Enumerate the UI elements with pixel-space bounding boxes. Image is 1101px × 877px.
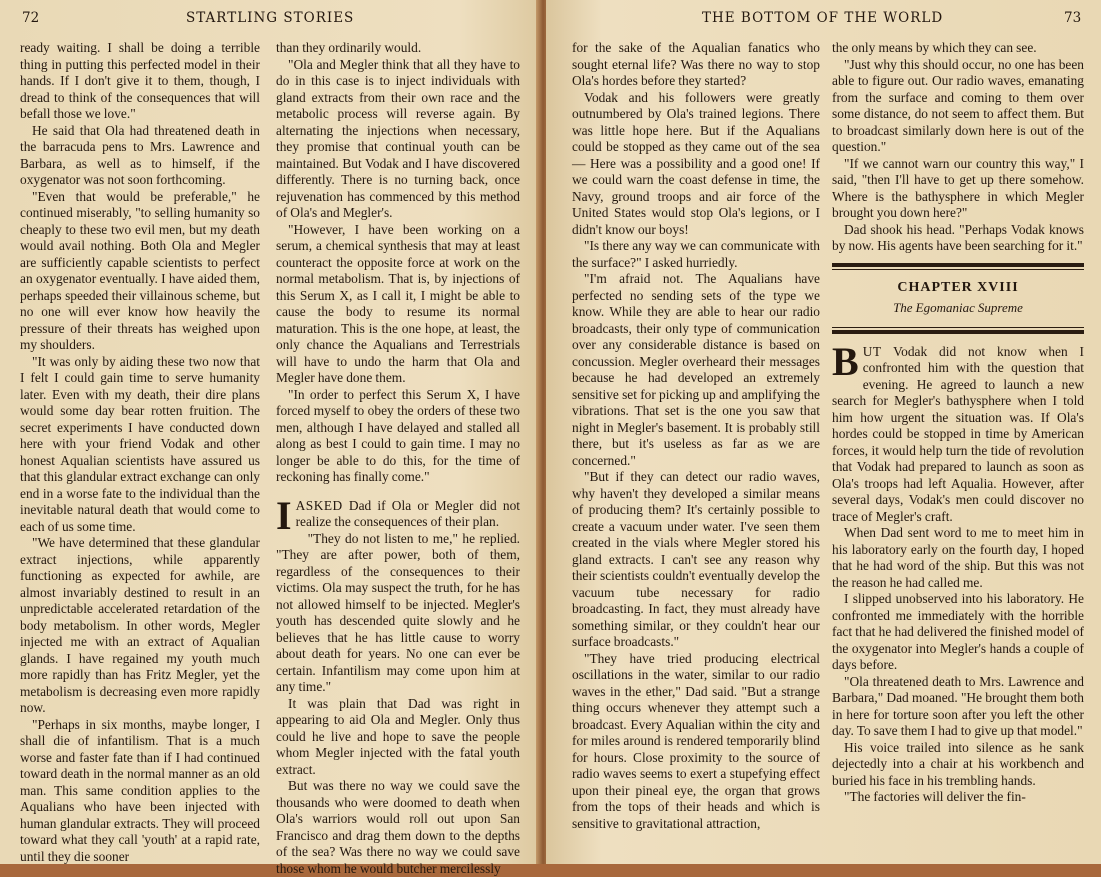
paragraph: Dad shook his head. "Perhaps Vodak knows by now. His agents have been searching for it." bbox=[832, 221, 1084, 253]
drop-cap: B bbox=[832, 338, 859, 384]
drop-cap-paragraph bbox=[832, 338, 1084, 526]
paragraph: "We have determined that these glandular extract injections, while apparently functioning as expected for awhile, are almost invariably destined to result in an unpredictable accelerated retardation of the body metabolism. In other words, Megler injected me with an extract of Aqualian glands. I have regained my youth much more rapidly than has Fritz Megler, yet the metabolism is decreasing even more rapidly now. bbox=[20, 535, 260, 715]
paragraph: "Is there any way we can communicate with the surface?" I asked hurriedly. bbox=[572, 238, 820, 270]
column-1 bbox=[20, 40, 260, 865]
paragraph: than they ordinarily would. bbox=[276, 40, 422, 55]
paragraph: "If we cannot warn our country this way," I said, "then I'll have to get up there somehow. Where is the bathysphere in which Megler brought you down here?" bbox=[832, 155, 1084, 220]
drop-cap-rest: Vodak did not know when I confronted him with the question that evening. He agreed to launch a new search for Megler's bathysphere when I told him how urgent the situation was. If Ola's hordes could be stopped in time by American forces, it would help turn the tide of revolution that Vodak had prepared to launch as soon as Ola's troops had left Aqualia. However, after several days, Vodak's men could discover no trace of Megler's craft. bbox=[832, 343, 1084, 524]
drop-cap-paragraph bbox=[276, 492, 520, 538]
paragraph: for the sake of the Aqualian fanatics who sought eternal life? Was there no way to stop Ola's hordes before they started? bbox=[572, 40, 820, 88]
left-page-number: 72 bbox=[22, 10, 40, 26]
chapter-heading-box bbox=[832, 263, 1084, 334]
paragraph: But was there no way we could save the thousands who were doomed to death when Ola's warriors would roll out upon San Francisco and drag them down to the depths of the sea? Was there no way we could save those whom he would butcher mercilessly bbox=[276, 778, 520, 876]
paragraph: "Ola and Megler think that all they have to do in this case is to inject individuals with gland extracts from their own race and the metabolic process will reverse again. By alternating the injections when necessary, they promise that continual youth can be maintained. But Vodak and I have discovered differently. There is no turning back, once rejuvenation has commenced by this method of Ola's and Megler's. bbox=[276, 56, 520, 220]
paragraph: When Dad sent word to me to meet him in his laboratory early on the fourth day, I hoped that he had word of the ship. But this was not the reason he had called me. bbox=[832, 525, 1084, 590]
paragraph: "In order to perfect this Serum X, I have forced myself to obey the orders of these two men, although I have delayed and stalled all along as best I could to gain time. I may no longer be able to do this, for the time of reckoning has finally come." bbox=[276, 386, 520, 484]
paragraph: "Even that would be preferable," he continued miserably, "to selling humanity so cheaply to these two evil men, but my death would avail nothing. Both Ola and Megler are sufficiently capable scientists to perfect an oxygenator eventually. I have aided them, perhaps speeded their villainous scheme, but no one will ever know how heavily the pressure of their threats has weighed upon my shoulders. bbox=[20, 188, 260, 352]
paragraph: "The factories will deliver the fin- bbox=[844, 789, 1026, 804]
chapter-title: CHAPTER XVIII bbox=[897, 279, 1019, 295]
right-page bbox=[546, 0, 1101, 864]
paragraph: the only means by which they can see. bbox=[832, 40, 1037, 55]
right-running-head: THE BOTTOM OF THE WORLD bbox=[702, 10, 944, 26]
column-2 bbox=[276, 40, 520, 877]
paragraph: He said that Ola had threatened death in the barracuda pens to Mrs. Lawrence and Barbara, as well as to himself, if the oxygenator was not soon forthcoming. bbox=[20, 122, 260, 187]
paragraph: "Perhaps in six months, maybe longer, I shall die of infantilism. That is a much worse and faster fate than if I had continued toward death in the normal manner as an old man. This same condition applies to the Aqualians who have been injected with human glandular extracts. They will proceed toward what they call 'youth' at a rapid rate, until they die sooner bbox=[20, 716, 260, 864]
left-page bbox=[0, 0, 540, 876]
chapter-rule-bottom bbox=[832, 327, 1084, 334]
left-running-head: STARTLING STORIES bbox=[186, 10, 355, 26]
drop-cap-rest: Dad if Ola or Megler did not realize the consequences of their plan. bbox=[295, 497, 520, 529]
paragraph: "They do not listen to me," he replied. "They are after power, both of them, regardless of the consequences to their victims. Ola may suspect the truth, for he has not allowed himself to be injected. Megler's youth has descended quite slowly and he believes that he has little cause to worry about death for years. No one can ever be certain. Infantilism may come upon him at any time." bbox=[276, 530, 520, 694]
drop-cap-lead: UT bbox=[862, 343, 882, 359]
paragraph: "However, I have been working on a serum, a chemical synthesis that may at least counteract the opposite force at work on the normal metabolism. That is, by injections of this Serum X, as I call it, I might be able to cause the body to resume its normal maturation. This is the one hope, at least, the only chance the Aqualians and Terrestrials will have to undo the harm that Ola and Megler have done them. bbox=[276, 221, 520, 385]
chapter-subtitle: The Egomaniac Supreme bbox=[893, 300, 1023, 315]
paragraph: "I'm afraid not. The Aqualians have perfected no sending sets of the type we know. While they are able to hear our radio broadcasts, their only type of communication over any considerable distance is based on concussion. Megler overheard their messages because he had developed an extremely sensitive set for picking up and amplifying the vibrations. That set is the one you saw that night in Megler's basement. It is probably still there, but it's useless as far as we are concerned." bbox=[572, 271, 820, 468]
paragraph: It was plain that Dad was right in appearing to aid Ola and Megler. Only thus could he live and hope to save the people whom Megler injected with the fatal youth extract. bbox=[276, 695, 520, 777]
paragraph: Vodak and his followers were greatly outnumbered by Ola's trained legions. There was little hope here. But if the Aqualians could be stopped as they came out of the sea— Here was a possibility and a good one! If we could warn the coast defense in time, the Navy, ground troops and air force of the United States would stop Ola's legions, or I didn't know our boys! bbox=[572, 89, 820, 237]
chapter-rule-top bbox=[832, 263, 1084, 270]
drop-cap: I bbox=[276, 492, 292, 538]
drop-cap-lead: ASKED bbox=[295, 497, 343, 513]
paragraph: His voice trailed into silence as he sank dejectedly into a chair at his workbench and buried his face in his trembling hands. bbox=[832, 739, 1084, 788]
paragraph: "Ola threatened death to Mrs. Lawrence and Barbara," Dad moaned. "He brought them both in here for torture soon after you left the other day. To save them I had to give up that model." bbox=[832, 673, 1084, 738]
right-page-number: 73 bbox=[1064, 10, 1082, 26]
paragraph: I slipped unobserved into his laboratory. He confronted me immediately with the horrible fact that he had delivered the finished model of the oxygenator into Megler's hands a couple of days before. bbox=[832, 591, 1084, 672]
paragraph: ready waiting. I shall be doing a terrible thing in putting this perfected model in their hands. If I don't give it to them, though, I dread to think of the consequences that will befall those we love." bbox=[20, 40, 260, 121]
column-3 bbox=[572, 40, 820, 832]
column-4 bbox=[832, 40, 1084, 806]
paragraph: "Just why this should occur, no one has been able to figure out. Our radio waves, emanating from the surface and coming to them over some distance, do not seem to affect them. But to broadcast similarly down here is out of the question." bbox=[832, 56, 1084, 154]
paragraph: "They have tried producing electrical oscillations in the water, similar to our radio waves in the ether," Dad said. "But a strange thing occurs whenever they attempt such a broadcast. Every Aqualian within the city and for miles around is rendered temporarily blind for hours. Close proximity to the source of radio waves seems to exert a stupefying effect upon their pineal eye, the organ that grows from the tops of their heads and which is sensitive to gravitational attraction, bbox=[572, 650, 820, 831]
paragraph: "It was only by aiding these two now that I felt I could gain time to serve humanity later. Even with my death, their dire plans would some day bear rotten fruition. The secret experiments I have conducted down here with your friend Vodak and other honest Aqualian scientists have assured us that this glandular extract exchange can only end in a worse fate to the individual than the inevitable natural death that would come to each of us some time. bbox=[20, 353, 260, 534]
paragraph: "But if they can detect our radio waves, why haven't they developed a similar means of producing them? It's certainly possible to create a vacuum under water. I've seen them created in the vials where Megler stored his gland extracts. I can't see any reason why their scientists couldn't eventually develop the vacuum tube necessary for radio broadcasting. In fact, they must already have something similar, or they couldn't hear our surface broadcasts." bbox=[572, 469, 820, 649]
